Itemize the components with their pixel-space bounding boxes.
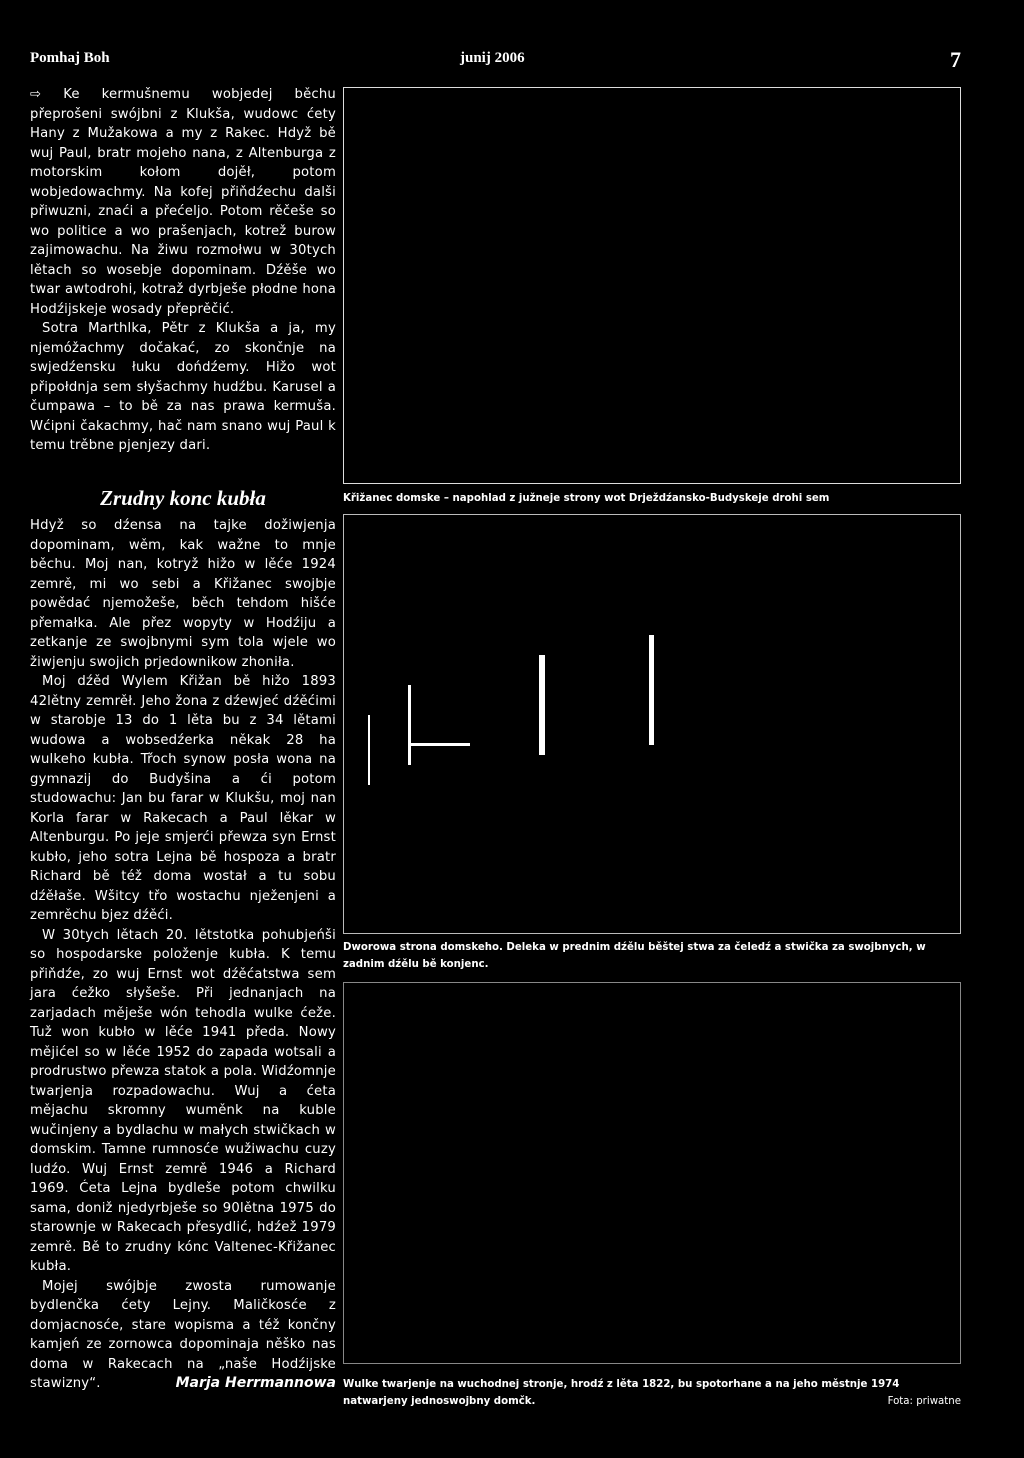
intro-text	[30, 85, 336, 456]
intro-paragraph-1-text: Ke kermušnemu wobjedej běchu přeprošeni swójbni z Klukša, wudowc ćety Hany z Mužakowa a my z Rakec. Hdyž bě wuj Paul, bratr mojeho nana, z Altenburga z motorskim kołom dojěł, potom wobjedowachmy. Na kofej přiňdźechu dalši přiwuzni, znaći a přećeljo. Potom rěčeše so wo politice a wo prašenjach, kotrež burow zajimowachu. Na žiwu rozmołwu w 30tych lětach so wosebje dopominam. Dźěše wo twar awtodrohi, kotraž dyrbješe płodne hona Hodźijskeje wosady přeprěčić.	[30, 87, 336, 317]
photo-2-caption: Dworowa strona domskeho. Deleka w prednim dźělu běštej stwa za čeledź a stwička za swojbnych, w zadnim dźělu bě konjenc.	[343, 942, 926, 970]
photo-2-detail	[649, 635, 654, 745]
photo-2-detail	[539, 655, 545, 755]
article-title: Zrudny konc kubła	[100, 486, 266, 510]
photo-2-detail	[410, 743, 470, 746]
photo-east-building	[343, 982, 961, 1364]
page-number: 7	[950, 47, 961, 72]
article-paragraph-2: Moj dźěd Wylem Křižan bě hižo 1893 42lětny zemrěł. Jeho žona z dźewjeć dźěćimi w starobje 13 do 1 lěta bu z 34 lětami wudowa a wobsedźerka někak 28 ha wulkeho kubła. Třoch synow posła wona na gymnazij do Budyšina a ći potom studowachu: Jan bu farar w Klukšu, moj nan Korla farar w Rakecach a Paul lěkar w Altenburgu. Po jeje smjerći přewza syn Ernst kubło, jeho sotra Lejna bě hospoza a bratr Richard bě též doma wostał a tu sobu dźěłaše. Wšitcy třo wostachu nježenjeni a zemrěchu bjez dźěći.	[30, 674, 336, 923]
publication-name: Pomhaj Boh	[30, 50, 110, 66]
photo-2-detail	[408, 685, 411, 765]
photo-1-caption: Křižanec domske – napohlad z južneje strony wot Drježdźansko-Budyskeje drohi sem	[343, 493, 830, 504]
photo-2-detail	[368, 715, 370, 785]
intro-paragraph-2: Sotra Marthlka, Pětr z Klukša a ja, my njemóžachmy dočakać, zo skončnje na swjedźensku łuku dońdźemy. Hižo wot připołdnja sem słyšachmy hudźbu. Karusel a čumpawa – to bě za nas prawa kermuša. Wćipni čakachmy, hač nam snano wuj Paul k temu trěbne pjenjezy dari.	[30, 321, 336, 453]
photo-house-courtyard	[343, 514, 961, 934]
arrow-icon: ⇨	[30, 87, 42, 102]
article-author: Marja Herrmannowa	[175, 1374, 336, 1391]
photo-credit: Fota: priwatne	[887, 1396, 961, 1407]
intro-paragraph-1	[30, 85, 336, 319]
issue-date: junij 2006	[460, 50, 525, 66]
article-body	[30, 516, 336, 1391]
photo-3-caption	[343, 1376, 961, 1410]
article-paragraph-1: Hdyž so dźensa na tajke dožiwjenja dopominam, wěm, kak wažne to mnje běchu. Moj nan, kotryž hižo w lěće 1924 zemrě, mi wo sebi a Křižanec swojbje powědać njemožeše, běch tehdom hišće přemałka. Ale přez wopyty w Hodźiju a zetkanje ze swojbnymi sym tola wjele wo žiwjenju swojich prjedownikow zhoniła.	[30, 518, 336, 670]
article-paragraph-4: Mojej swójbje zwosta rumowanje bydlenčka ćety Lejny. Maličkosće z domjacnosće, stare wopisma a též končny kamjeń ze zornowca dopominaja něško nas doma w Rakecach na „naše Hodźijske stawizny“.	[30, 1278, 336, 1391]
photo-house-south-view	[343, 87, 961, 484]
article-paragraph-3: W 30tych lětach 20. lětstotka pohubjeńši so hospodarske položenje kubła. K temu přiňdźe, zo wuj Ernst wot dźěćatstwa sem jara ćežko słyšeše. Při jednanjach na zarjadach měješe wón tehodla wulke ćeže. Tuž won kubło w lěće 1941 předa. Nowy mějićel so w lěće 1952 do zapada wotsali a prodrustwo přewza statok a pola. Widźomnje twarjenja rozpadowachu. Wuj a ćeta mějachu skromny wuměnk na kuble wučinjeny a bydlachu w małych stwičkach w domskim. Tamne rumnosće wužiwachu cuzy ludźo. Wuj Ernst zemrě 1946 a Richard 1969. Ćeta Lejna bydleše potom chwilku sama, doniž njedyrbješe so 90lětna 1975 do starownje w Rakecach přesydlić, hdźež 1979 zemrě. Bě to zrudny kónc Valtenec-Křižanec kubła.	[30, 927, 336, 1274]
photo-3-caption-text: Wulke twarjenje na wuchodnej stronje, hrodź z lěta 1822, bu spotorhane a na jeho městnje 1974 natwarjeny jednoswojbny domčk.	[343, 1379, 900, 1407]
